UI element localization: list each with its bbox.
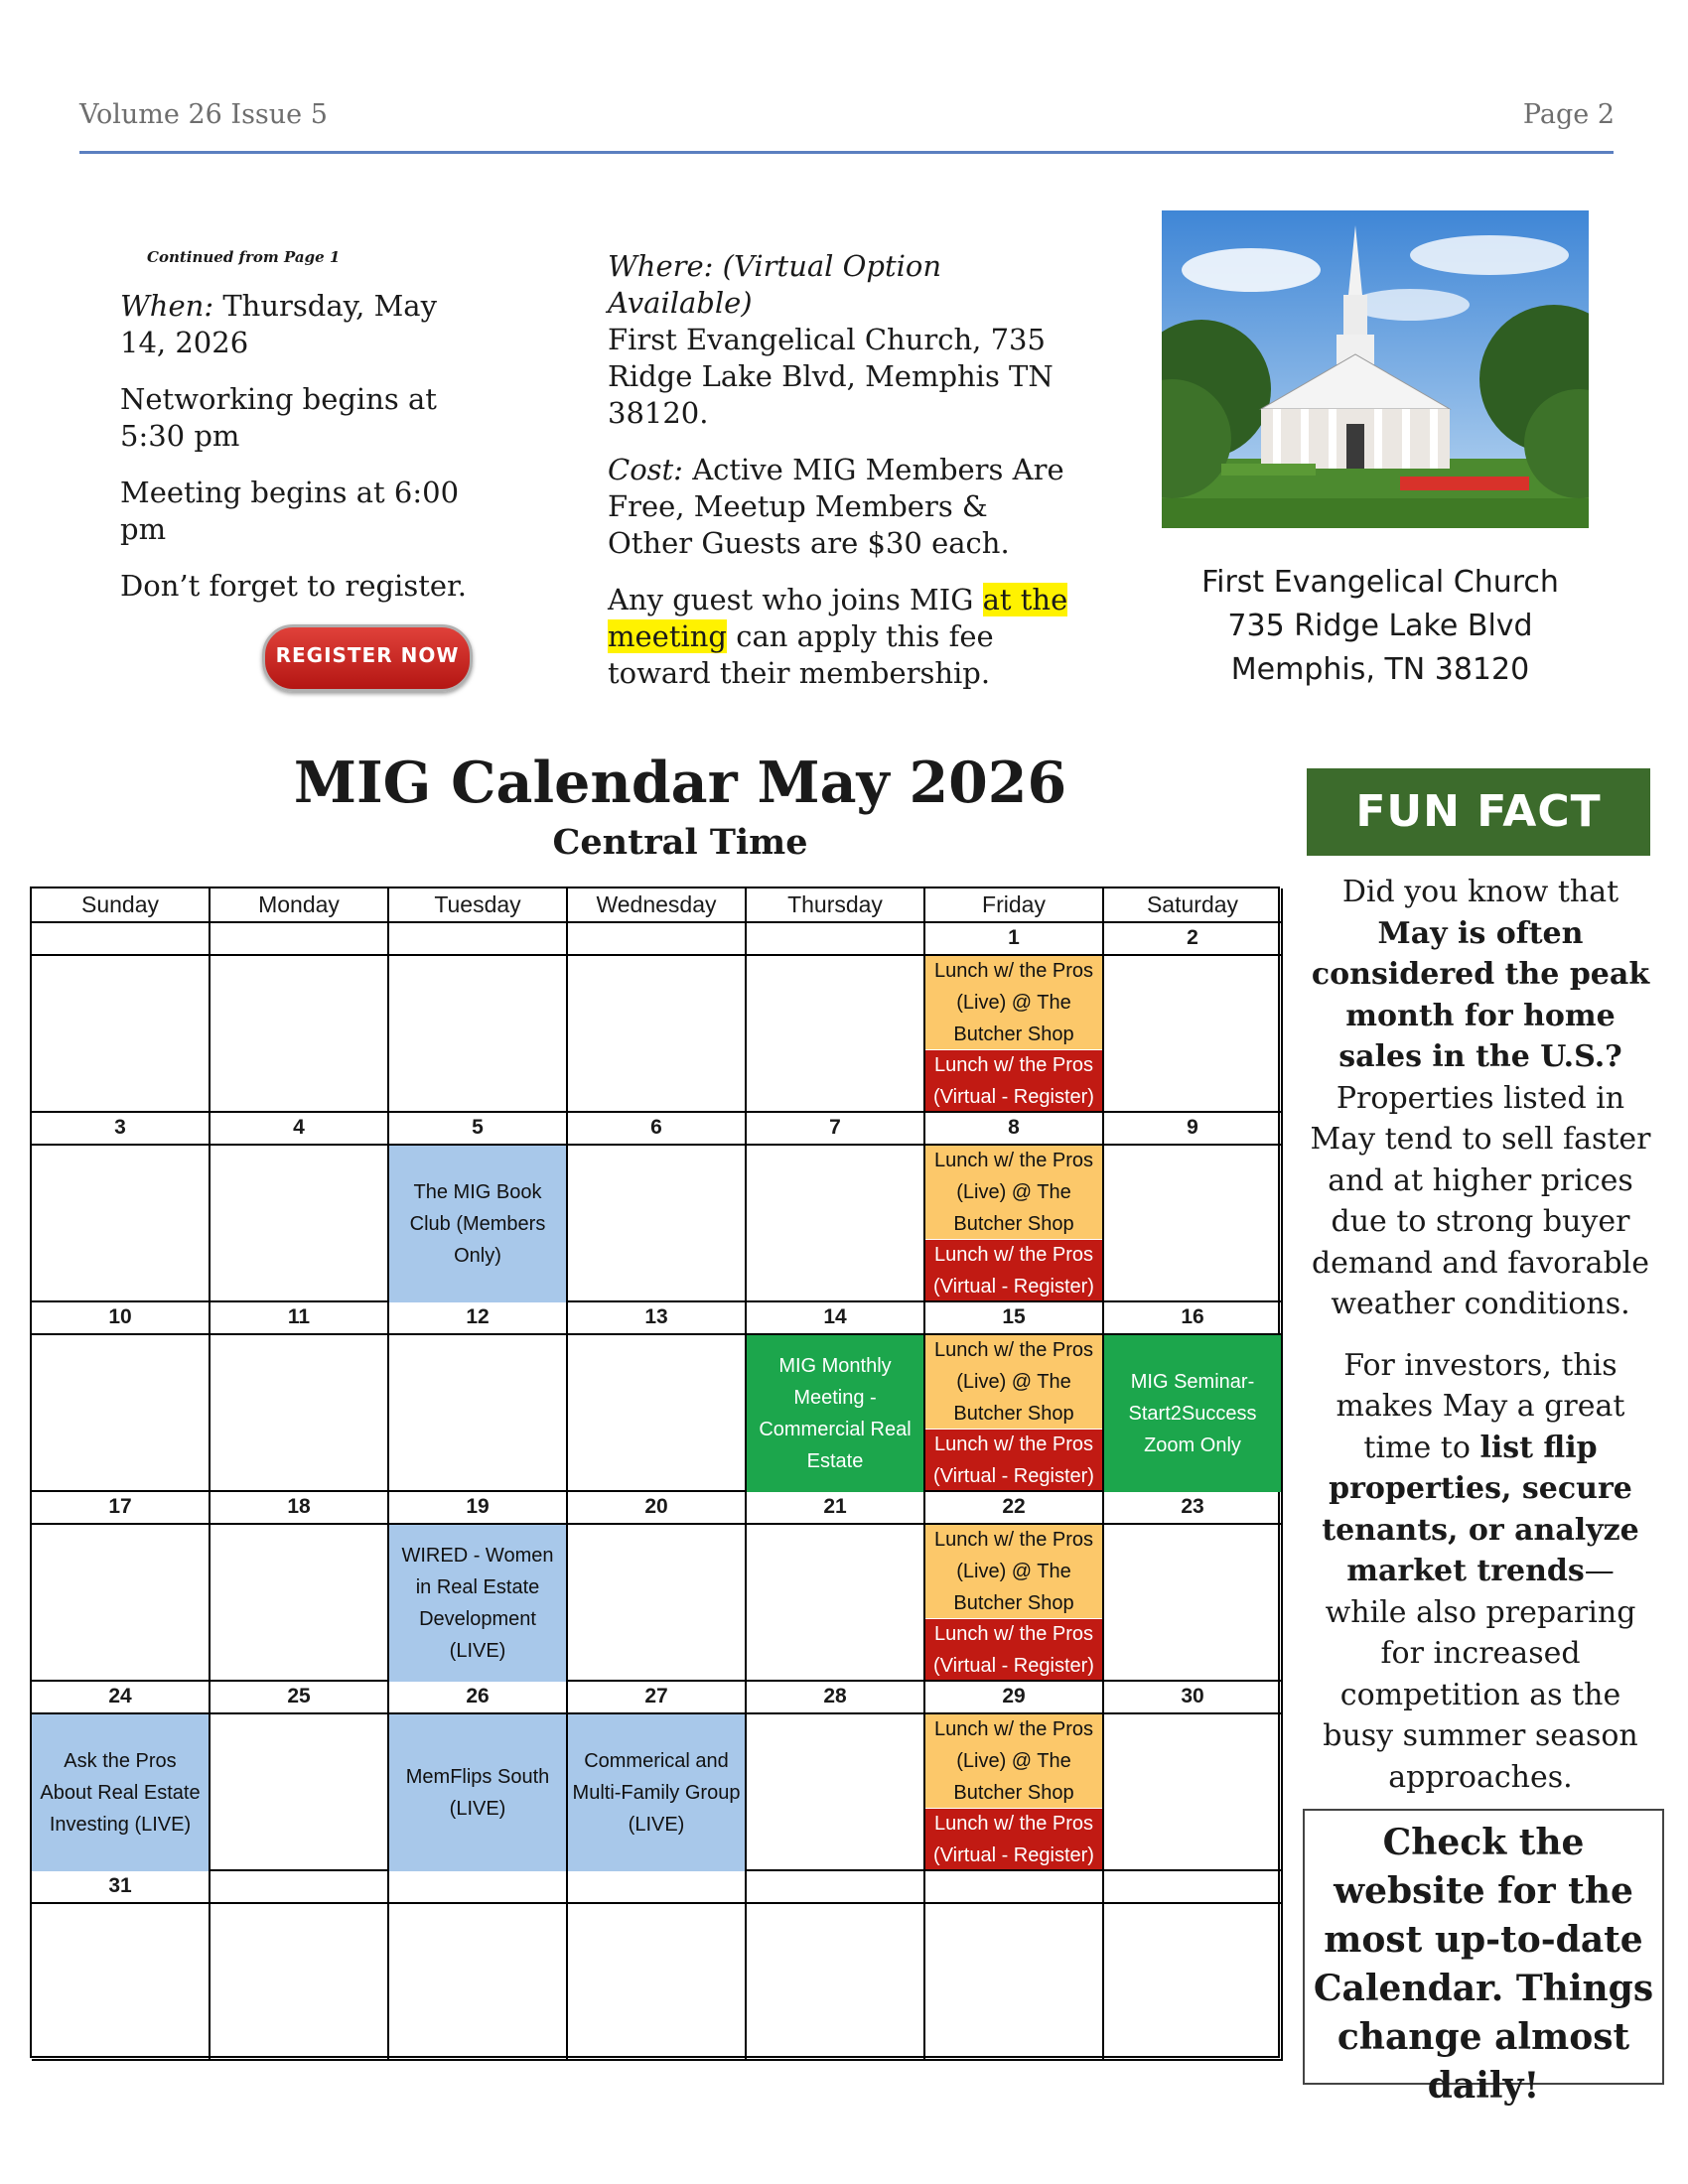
where-label: Where: (Virtual Option Available) xyxy=(608,249,942,320)
calendar-event-lunch-live: Lunch w/ the Pros (Live) @ The Butcher Shop xyxy=(925,1525,1102,1619)
day-header-tuesday: Tuesday xyxy=(389,888,568,923)
day-number-cell: 18 xyxy=(211,1492,389,1525)
day-number-cell: 3 xyxy=(32,1113,211,1146)
day-cell xyxy=(568,1525,747,1682)
day-cell xyxy=(32,1146,211,1302)
day-number-cell: 6 xyxy=(568,1113,747,1146)
day-cell xyxy=(32,1525,211,1682)
day-number-cell xyxy=(211,923,389,956)
continued-note: Continued from Page 1 xyxy=(147,248,341,266)
day-cell xyxy=(1104,1714,1283,1871)
day-number-cell xyxy=(389,1871,568,1904)
calendar-event-lunch-live: Lunch w/ the Pros (Live) @ The Butcher Shop xyxy=(925,1714,1102,1809)
day-cell xyxy=(211,1146,389,1302)
day-number-cell: 21 xyxy=(747,1492,925,1525)
when-line xyxy=(120,288,478,361)
fun-p2-end: —while also preparing for increased competition as the busy summer season approaches. xyxy=(1323,1554,1638,1795)
day-cell xyxy=(568,956,747,1113)
where-line xyxy=(608,248,1069,432)
calendar-event-memflips: MemFlips South (LIVE) xyxy=(389,1714,566,1871)
calendar-grid xyxy=(30,887,1280,2058)
fun-p2-start: For investors, this makes May a great time to xyxy=(1336,1347,1625,1465)
day-header-saturday: Saturday xyxy=(1104,888,1283,923)
fun-p1-start: Did you know that xyxy=(1341,875,1619,909)
day-number-cell: 11 xyxy=(211,1302,389,1335)
calendar-event-lunch-virtual: Lunch w/ the Pros (Virtual - Register) xyxy=(925,1809,1102,1869)
calendar-event-lunch-live: Lunch w/ the Pros (Live) @ The Butcher Shop xyxy=(925,1335,1102,1430)
calendar-event-ask-pros: Ask the Pros About Real Estate Investing (LIVE) xyxy=(32,1714,209,1871)
day-cell xyxy=(1104,1525,1283,1682)
calendar-event-wired: WIRED - Women in Real Estate Development (LIVE) xyxy=(389,1525,566,1682)
day-number-cell: 16 xyxy=(1104,1302,1283,1335)
check-website-note: Check the website for the most up-to-date Calendar. Things change almost daily! xyxy=(1303,1809,1664,2085)
day-number-cell: 22 xyxy=(925,1492,1104,1525)
day-number-cell: 1 xyxy=(925,923,1104,956)
calendar-event-lunch-virtual: Lunch w/ the Pros (Virtual - Register) xyxy=(925,1240,1102,1300)
day-cell xyxy=(211,1714,389,1871)
day-cell xyxy=(747,1714,925,1871)
day-cell xyxy=(32,1335,211,1492)
fun-fact-title: FUN FACT xyxy=(1307,768,1650,856)
where-value: First Evangelical Church, 735 Ridge Lake Blvd, Memphis TN 38120. xyxy=(608,323,1054,430)
cost-line xyxy=(608,452,1069,562)
day-cell xyxy=(568,1904,747,2061)
cost-value: Active MIG Members Are Free, Meetup Members & Other Guests are $30 each. xyxy=(608,453,1064,560)
day-cell xyxy=(389,1904,568,2061)
day-number-cell: 8 xyxy=(925,1113,1104,1146)
calendar-event-commercial-mf: Commerical and Multi-Family Group (LIVE) xyxy=(568,1714,745,1871)
day-cell xyxy=(747,956,925,1113)
calendar-event-book-club: The MIG Book Club (Members Only) xyxy=(389,1146,566,1302)
calendar-event-monthly-meeting: MIG Monthly Meeting - Commercial Real Estate xyxy=(747,1335,923,1492)
fun-fact-paragraph-1 xyxy=(1309,872,1652,1325)
fun-p1-end: Properties listed in May tend to sell faster and at higher prices due to strong buyer demand and favorable weather conditions. xyxy=(1310,1080,1651,1321)
day-number-cell: 24 xyxy=(32,1682,211,1714)
day-number-cell xyxy=(211,1871,389,1904)
meeting-time: Meeting begins at 6:00 pm xyxy=(120,476,460,546)
day-cell xyxy=(32,1904,211,2061)
church-name: First Evangelical Church xyxy=(1201,565,1559,600)
register-now-button[interactable]: REGISTER NOW xyxy=(262,624,473,692)
guest-note-highlight: at the meeting xyxy=(608,583,1068,653)
church-street: 735 Ridge Lake Blvd xyxy=(1227,609,1533,643)
volume-issue: Volume 26 Issue 5 xyxy=(79,99,328,130)
day-number-cell xyxy=(747,1871,925,1904)
day-number-cell: 27 xyxy=(568,1682,747,1714)
fun-p1-bold: May is often considered the peak month for home sales in the U.S.? xyxy=(1311,915,1650,1074)
cost-label: Cost: xyxy=(608,453,683,486)
calendar-subtitle: Central Time xyxy=(552,822,808,863)
day-number-cell: 26 xyxy=(389,1682,568,1714)
register-reminder: Don’t forget to register. xyxy=(120,569,467,603)
day-cell xyxy=(1104,956,1283,1113)
church-photo xyxy=(1162,210,1589,528)
day-cell xyxy=(568,1146,747,1302)
day-number-cell: 10 xyxy=(32,1302,211,1335)
church-city: Memphis, TN 38120 xyxy=(1230,652,1530,687)
calendar-event-lunch-virtual: Lunch w/ the Pros (Virtual - Register) xyxy=(925,1430,1102,1490)
header-divider xyxy=(79,151,1614,154)
church-illustration xyxy=(1162,210,1589,528)
day-number-cell xyxy=(1104,1871,1283,1904)
day-number-cell xyxy=(389,923,568,956)
day-number-cell xyxy=(568,923,747,956)
calendar-event-lunch-virtual: Lunch w/ the Pros (Virtual - Register) xyxy=(925,1619,1102,1680)
day-header-monday: Monday xyxy=(211,888,389,923)
day-number-cell: 31 xyxy=(32,1871,211,1904)
day-cell xyxy=(925,1904,1104,2061)
day-number-cell: 20 xyxy=(568,1492,747,1525)
day-number-cell: 5 xyxy=(389,1113,568,1146)
day-cell xyxy=(1104,1146,1283,1302)
day-number-cell: 13 xyxy=(568,1302,747,1335)
day-number-cell: 30 xyxy=(1104,1682,1283,1714)
guest-note-end: can apply this fee toward their membership. xyxy=(608,619,994,690)
calendar-event-lunch-live: Lunch w/ the Pros (Live) @ The Butcher Shop xyxy=(925,956,1102,1050)
church-address xyxy=(1167,561,1594,692)
venue-info xyxy=(608,248,1069,712)
day-cell xyxy=(211,1335,389,1492)
fun-fact-text xyxy=(1309,872,1652,1798)
day-number-cell: 7 xyxy=(747,1113,925,1146)
day-cell xyxy=(568,1335,747,1492)
day-number-cell: 17 xyxy=(32,1492,211,1525)
day-number-cell xyxy=(32,923,211,956)
day-cell xyxy=(211,1904,389,2061)
day-number-cell xyxy=(747,923,925,956)
day-header-sunday: Sunday xyxy=(32,888,211,923)
day-number-cell: 12 xyxy=(389,1302,568,1335)
day-number-cell: 19 xyxy=(389,1492,568,1525)
day-cell xyxy=(747,1525,925,1682)
day-cell xyxy=(211,1525,389,1682)
meeting-info xyxy=(120,248,478,692)
day-number-cell xyxy=(568,1871,747,1904)
fun-p2-bold: list flip properties, secure tenants, or analyze market trends xyxy=(1322,1430,1639,1588)
day-number-cell: 23 xyxy=(1104,1492,1283,1525)
day-cell xyxy=(389,956,568,1113)
day-cell xyxy=(747,1904,925,2061)
day-header-friday: Friday xyxy=(925,888,1104,923)
guest-fee-note xyxy=(608,582,1069,692)
day-cell xyxy=(32,956,211,1113)
day-cell xyxy=(1104,1904,1283,2061)
day-number-cell: 9 xyxy=(1104,1113,1283,1146)
when-label: When: xyxy=(120,289,214,323)
day-cell xyxy=(211,956,389,1113)
fun-fact-paragraph-2 xyxy=(1309,1345,1652,1799)
page-number: Page 2 xyxy=(1522,99,1615,130)
day-number-cell: 25 xyxy=(211,1682,389,1714)
day-header-thursday: Thursday xyxy=(747,888,925,923)
day-number-cell: 15 xyxy=(925,1302,1104,1335)
day-cell xyxy=(389,1335,568,1492)
day-number-cell: 28 xyxy=(747,1682,925,1714)
day-header-wednesday: Wednesday xyxy=(568,888,747,923)
guest-note-start: Any guest who joins MIG xyxy=(608,583,983,616)
calendar-event-seminar: MIG Seminar- Start2Success Zoom Only xyxy=(1104,1335,1281,1492)
day-number-cell: 2 xyxy=(1104,923,1283,956)
calendar-title: MIG Calendar May 2026 xyxy=(293,750,1067,816)
day-cell xyxy=(747,1146,925,1302)
when-value: Thursday, May 14, 2026 xyxy=(120,289,437,359)
day-number-cell: 29 xyxy=(925,1682,1104,1714)
calendar-event-lunch-live: Lunch w/ the Pros (Live) @ The Butcher Shop xyxy=(925,1146,1102,1240)
networking-time: Networking begins at 5:30 pm xyxy=(120,382,437,453)
calendar-event-lunch-virtual: Lunch w/ the Pros (Virtual - Register) xyxy=(925,1050,1102,1111)
day-number-cell: 14 xyxy=(747,1302,925,1335)
day-number-cell: 4 xyxy=(211,1113,389,1146)
day-number-cell xyxy=(925,1871,1104,1904)
